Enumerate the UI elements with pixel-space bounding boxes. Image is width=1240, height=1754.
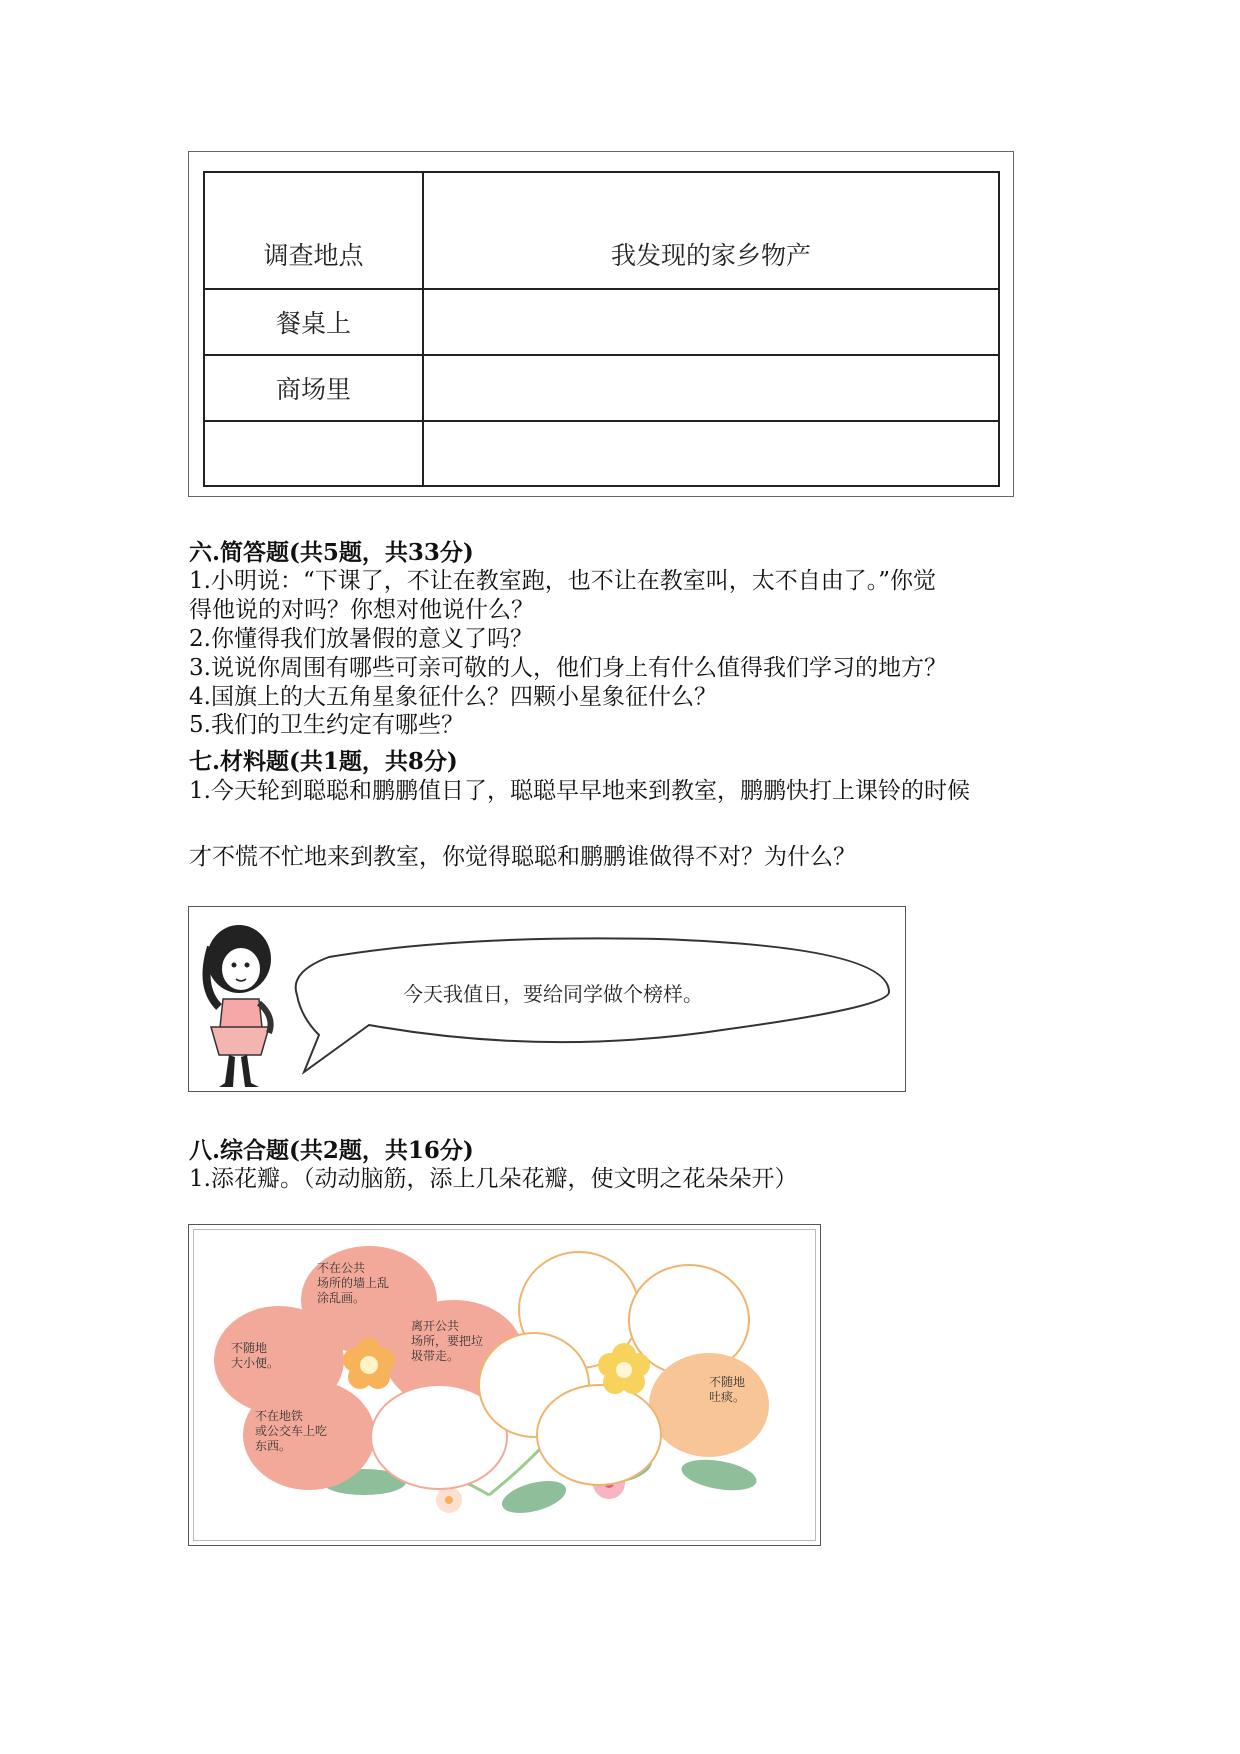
table-row-place[interactable]: [204, 421, 423, 486]
question-text: 1.添花瓣。（动动脑筋，添上几朵花瓣，使文明之花朵朵开）: [189, 1166, 798, 1192]
table-row-place: 商场里: [204, 355, 423, 421]
question-text: 1.今天轮到聪聪和鹏鹏值日了，聪聪早早地来到教室，鹏鹏快打上课铃的时候: [189, 778, 970, 804]
header-home-products: 我发现的家乡物产: [423, 172, 999, 289]
petal-text-left: 不随地 大小便。: [231, 1341, 280, 1370]
question-text: 4.国旗上的大五角星象征什么？四颗小星象征什么？: [189, 684, 717, 710]
table-row-place: 餐桌上: [204, 289, 423, 355]
question-text: 得他说的对吗？你想对他说什么？: [189, 597, 534, 623]
petal-text-second-flower: 不随地 吐痰。: [709, 1375, 746, 1404]
survey-table-figure: [188, 151, 1014, 497]
speech-bubble-text: 今天我值日，要给同学做个榜样。: [403, 982, 703, 1006]
question-text: 才不慌不忙地来到教室，你觉得聪聪和鹏鹏谁做得不对？为什么？: [189, 844, 856, 870]
civilization-flower-figure: [188, 1224, 821, 1546]
section-8-title: 八.综合题(共2题，共16分): [189, 1137, 474, 1164]
section-7-title: 七.材料题(共1题，共8分): [189, 748, 458, 775]
table-row-product-cell[interactable]: [423, 421, 999, 486]
question-text: 5.我们的卫生约定有哪些？: [189, 712, 464, 738]
question-text: 3.说说你周围有哪些可亲可敬的人，他们身上有什么值得我们学习的地方？: [189, 655, 947, 681]
header-survey-place: 调查地点: [204, 172, 423, 289]
speech-bubble-figure: [188, 906, 906, 1092]
petal-text-right: 离开公共 场所，要把垃 圾带走。: [411, 1319, 484, 1363]
section-6-title: 六.简答题(共5题，共33分): [189, 539, 474, 566]
question-text: 1.小明说：“下课了，不让在教室跑，也不让在教室叫，太不自由了。”你觉: [189, 568, 936, 594]
petal-text-top: 不在公共 场所的墙上乱 涂乱画。: [317, 1261, 390, 1305]
table-row-product-cell[interactable]: [423, 289, 999, 355]
petal-text-bottom: 不在地铁 或公交车上吃 东西。: [255, 1409, 328, 1453]
survey-table: [203, 171, 1000, 487]
table-row-product-cell[interactable]: [423, 355, 999, 421]
question-text: 2.你懂得我们放暑假的意义了吗？: [189, 626, 533, 652]
